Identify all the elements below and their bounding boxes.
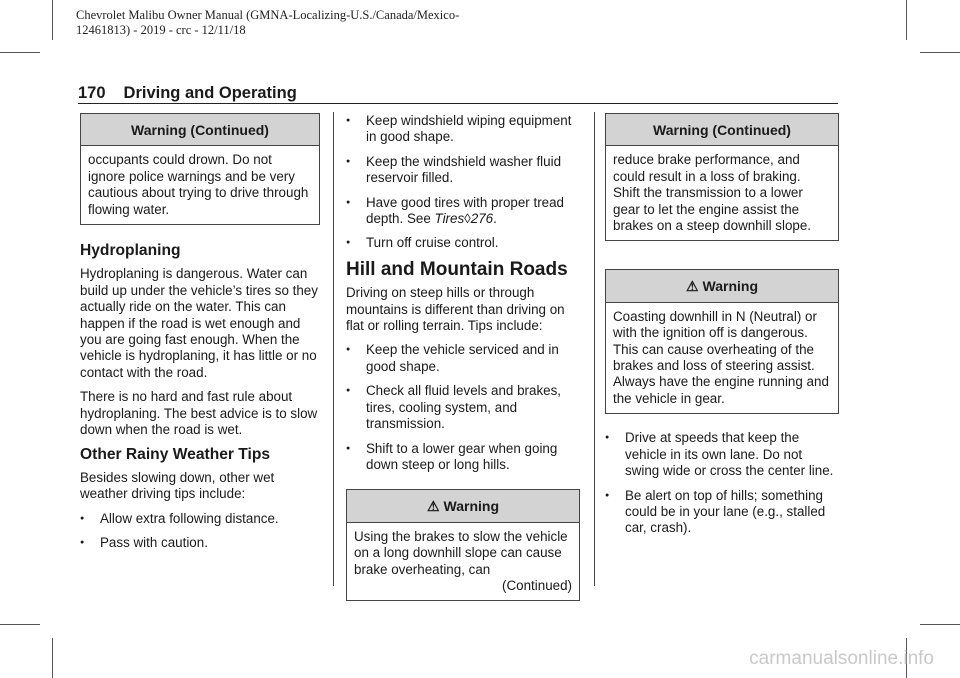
warning-icon: ⚠ (426, 498, 440, 515)
hydroplaning-heading: Hydroplaning (80, 242, 181, 260)
crop-mark (906, 0, 907, 40)
rainy-weather-heading: Other Rainy Weather Tips (80, 445, 271, 463)
page-ref-arrow-icon: ◊ (464, 211, 471, 227)
warning-box-title (347, 490, 579, 522)
warning-icon: ⚠ (685, 278, 699, 295)
warning-box-body: reduce brake performance, and could result in a loss of braking. Shift the transmission to a lower gear to let the engine assist the brakes on a steep downhill slope. (613, 152, 812, 234)
paragraph: Driving on steep hills or through mountains is different than driving on flat or rolling terrain. Tips include: (346, 285, 565, 334)
section-title: Driving and Operating (123, 84, 297, 102)
heading-rule (78, 103, 838, 104)
header-line-2: 12461813) - 2019 - crc - 12/11/18 (76, 23, 246, 37)
hill-mountain-heading: Hill and Mountain Roads (346, 258, 568, 280)
warning-box-title: Warning (Continued) (81, 114, 319, 146)
crop-mark (920, 624, 960, 625)
sentence-end: . (493, 211, 497, 227)
list-item: ● Shift to a lower gear when going down steep or long hills. (346, 441, 580, 474)
crop-mark (0, 52, 40, 53)
list-item: ● Be alert on top of hills; something could be in your lane (e.g., stalled car, crash). (605, 488, 839, 537)
paragraph: Besides slowing down, other wet weather driving tips include: (80, 469, 275, 502)
document-header (76, 8, 459, 38)
warning-continued-box (605, 113, 839, 241)
middle-column (346, 113, 580, 613)
crop-mark (52, 0, 53, 40)
header-line-1: Chevrolet Malibu Owner Manual (GMNA-Localizing-U.S./Canada/Mexico- (76, 8, 460, 22)
left-column (80, 113, 320, 560)
warning-continued-box (80, 113, 320, 225)
list-item: ● Allow extra following distance. (80, 511, 320, 527)
crop-mark (52, 638, 53, 678)
warning-box-body: Coasting downhill in N (Neutral) or with the ignition off is dangerous. This can cause overheating of the brakes and loss of steering assist. Always have the engine running and the vehicle in gear. (613, 308, 829, 406)
bullet-list (80, 511, 320, 552)
list-item: ● Turn off cruise control. (346, 235, 580, 251)
paragraph: There is no hard and fast rule about hydroplaning. The best advice is to slow down when the road is wet. (80, 389, 318, 438)
page-heading (78, 84, 297, 103)
crop-mark (920, 52, 960, 53)
right-column (605, 113, 839, 545)
warning-title-text: Warning (702, 278, 759, 295)
warning-body-text: Using the brakes to slow the vehicle on a long downhill slope can cause brake overheating, can (354, 528, 568, 577)
warning-box (346, 489, 580, 601)
column-divider (333, 112, 334, 586)
bullet-list (605, 430, 839, 536)
warning-box-body (347, 523, 579, 601)
warning-box-title (606, 270, 838, 302)
warning-box (605, 269, 839, 414)
list-item: ● Keep windshield wiping equipment in good shape. (346, 113, 580, 146)
list-item (346, 195, 580, 228)
bullet-list (346, 113, 580, 252)
tires-page-link[interactable]: 276 (470, 211, 494, 227)
list-item: ● Pass with caution. (80, 535, 320, 551)
continued-label: (Continued) (502, 577, 572, 593)
list-item: ● Keep the vehicle serviced and in good shape. (346, 342, 580, 375)
bullet-list (346, 342, 580, 473)
warning-box-title: Warning (Continued) (606, 114, 838, 146)
crop-mark (0, 624, 40, 625)
warning-title-text: Warning (443, 498, 500, 515)
column-divider (594, 112, 595, 586)
tires-reference[interactable]: Tires (434, 211, 465, 227)
list-item: ● Keep the windshield washer fluid reservoir filled. (346, 154, 580, 187)
page-number: 170 (78, 84, 106, 102)
list-item: ● Drive at speeds that keep the vehicle in its own lane. Do not swing wide or cross the center line. (605, 430, 839, 479)
warning-box-body: occupants could drown. Do not ignore police warnings and be very cautious about trying to drive through flowing water. (88, 152, 309, 217)
paragraph: Hydroplaning is dangerous. Water can build up under the vehicle’s tires so they actually ride on the water. This can happen if the road is wet enough and you are going fast enough. When the vehicle is hydroplaning, it has little or no contact with the road. (80, 266, 318, 380)
watermark: carmanualsonline.info (749, 648, 934, 669)
list-item: ● Check all fluid levels and brakes, tires, cooling system, and transmission. (346, 383, 580, 432)
list-item-text: Have good tires with proper tread depth. See (366, 194, 564, 227)
